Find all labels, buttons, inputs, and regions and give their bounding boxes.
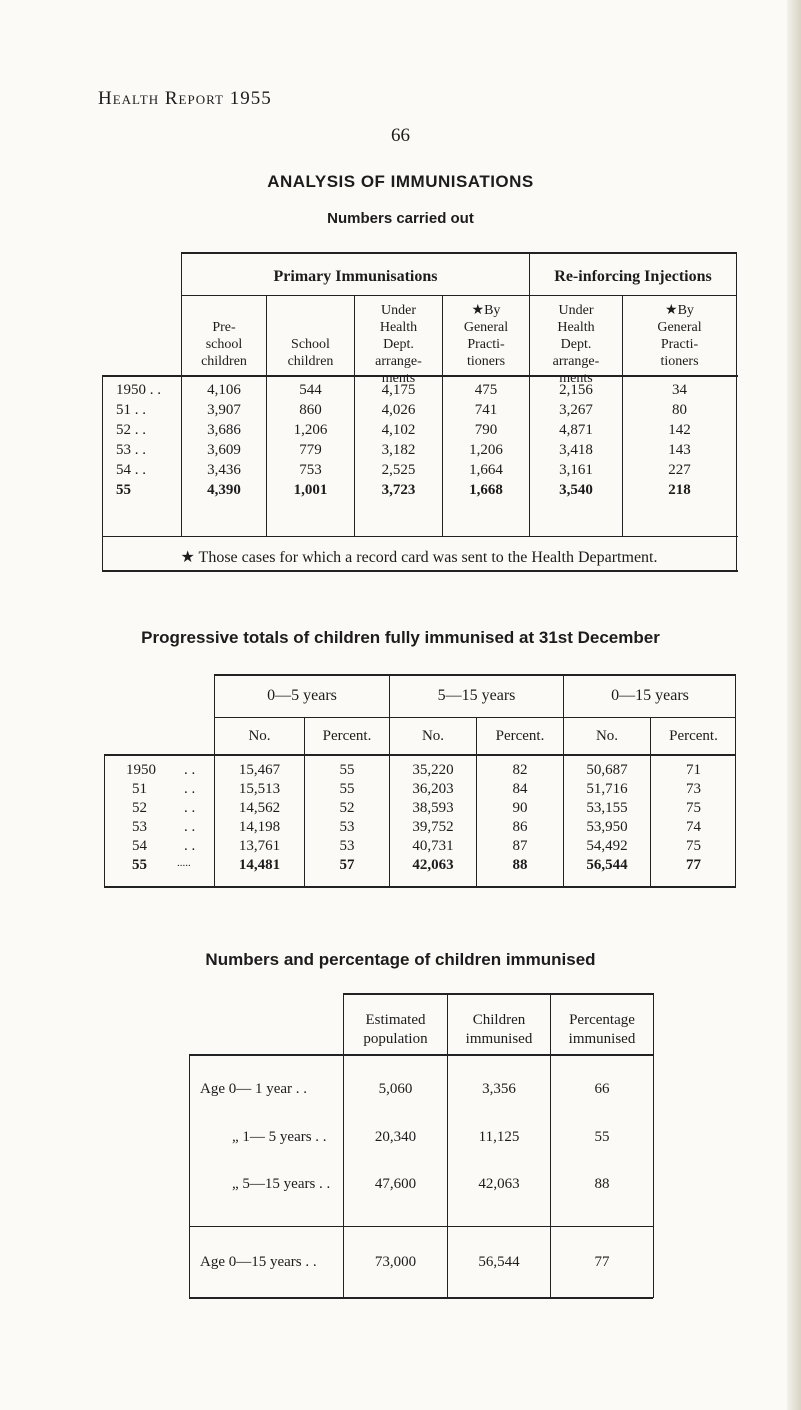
subcol-header: No. bbox=[421, 728, 445, 744]
rule bbox=[104, 755, 105, 887]
group-header-primary: Primary Immunisations bbox=[273, 268, 438, 285]
rule bbox=[214, 674, 736, 676]
page-title: ANALYSIS OF IMMUNISATIONS bbox=[267, 172, 534, 191]
subcol-header: Percent. bbox=[322, 728, 372, 744]
group-header-0-15: 0—15 years bbox=[611, 687, 689, 704]
col-header-school: School children bbox=[287, 337, 334, 369]
progressive-totals-title: Progressive totals of children fully immunised at 31st December bbox=[141, 628, 660, 647]
page-subtitle: Numbers carried out bbox=[327, 210, 474, 227]
rule bbox=[189, 1297, 653, 1299]
col-header-children-immunised: Children immunised bbox=[465, 1012, 533, 1047]
rule bbox=[104, 886, 736, 888]
col-header-reinforcing-gp: ★By General Practi- tioners bbox=[657, 303, 702, 369]
rule bbox=[189, 1054, 653, 1056]
rule bbox=[104, 754, 736, 756]
rule bbox=[102, 570, 738, 572]
col-header-primary-health-dept: Under Health Dept. arrange- ments bbox=[375, 303, 422, 386]
col-header-preschool: Pre- school children bbox=[201, 320, 247, 369]
col-header-percentage-immunised: Percentage immunised bbox=[568, 1012, 636, 1047]
group-header-0-5: 0—5 years bbox=[267, 687, 337, 704]
group-header-5-15: 5—15 years bbox=[437, 687, 516, 704]
rule bbox=[181, 252, 737, 254]
rule bbox=[102, 375, 103, 571]
rule bbox=[102, 536, 738, 537]
col-header-reinforcing-health-dept: Under Health Dept. arrange- ments bbox=[552, 303, 600, 386]
rule bbox=[189, 1055, 190, 1298]
col-header-estimated-population: Estimated population bbox=[363, 1012, 428, 1047]
subcol-header: No. bbox=[595, 728, 619, 744]
rule bbox=[736, 252, 737, 571]
subcol-header: Percent. bbox=[495, 728, 545, 744]
footnote: ★ Those cases for which a record card was sent to the Health Department. bbox=[180, 549, 658, 566]
col-header-primary-gp: ★By General Practi- tioners bbox=[463, 303, 509, 369]
page-number: 66 bbox=[391, 125, 410, 146]
running-head: Health Report 1955 bbox=[98, 88, 272, 109]
rule bbox=[343, 993, 653, 995]
rule bbox=[189, 1226, 653, 1227]
subcol-header: No. bbox=[248, 728, 271, 744]
rule bbox=[181, 295, 737, 296]
rule bbox=[214, 717, 736, 718]
numbers-percentage-title: Numbers and percentage of children immunised bbox=[205, 950, 596, 969]
rule bbox=[653, 993, 654, 1298]
group-header-reinforcing: Re-inforcing Injections bbox=[554, 268, 712, 285]
subcol-header: Percent. bbox=[669, 728, 718, 744]
